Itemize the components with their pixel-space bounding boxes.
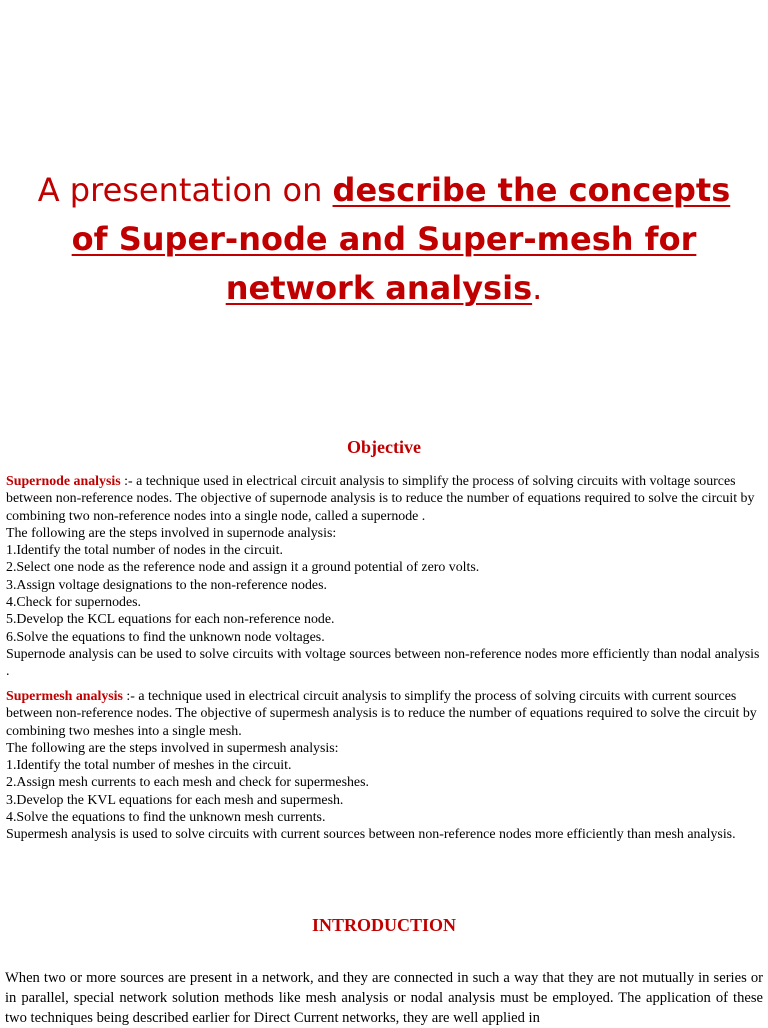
title-topic: describe the concepts of Super-node and Super-mesh for network analysis bbox=[71, 171, 731, 307]
supernode-section bbox=[6, 473, 762, 681]
supermesh-definition bbox=[6, 688, 762, 740]
supernode-term: Supernode analysis bbox=[6, 474, 121, 489]
title-prefix: A presentation on bbox=[37, 171, 333, 209]
supernode-conclusion: Supernode analysis can be used to solve circuits with voltage sources between non-reference nodes more efficiently than nodal analysis . bbox=[6, 646, 760, 680]
objective-heading: Objective bbox=[347, 437, 421, 457]
supernode-step: 4.Check for supernodes. bbox=[6, 595, 142, 611]
supermesh-step: 3.Develop the KVL equations for each mesh and supermesh. bbox=[6, 792, 344, 808]
supernode-step: 6.Solve the equations to find the unknown node voltages. bbox=[6, 629, 325, 645]
supermesh-section bbox=[6, 688, 762, 844]
supernode-steps-intro: The following are the steps involved in supernode analysis: bbox=[6, 525, 337, 541]
supermesh-step: 2.Assign mesh currents to each mesh and check for supermeshes. bbox=[6, 775, 369, 791]
presentation-title bbox=[20, 166, 748, 313]
supermesh-steps-intro: The following are the steps involved in supermesh analysis: bbox=[6, 740, 339, 756]
introduction-heading: INTRODUCTION bbox=[311, 915, 457, 935]
supernode-step: 2.Select one node as the reference node and assign it a ground potential of zero volts. bbox=[6, 560, 480, 576]
supermesh-conclusion: Supermesh analysis is used to solve circuits with current sources between non-reference nodes more efficiently than mesh analysis. bbox=[6, 827, 736, 843]
supermesh-step: 4.Solve the equations to find the unknown mesh currents. bbox=[6, 810, 326, 826]
supermesh-step: 1.Identify the total number of meshes in the circuit. bbox=[6, 758, 292, 774]
introduction-paragraph: When two or more sources are present in a network, and they are connected in such a way that they are not mutually in series or in parallel, special network solution methods like mesh analysis or nodal analysis must be employed. The application of these two techniques being described earlier for Direct Current networks, they are well applied in bbox=[5, 970, 763, 1026]
supernode-step: 1.Identify the total number of nodes in the circuit. bbox=[6, 543, 283, 559]
supernode-step: 3.Assign voltage designations to the non-reference nodes. bbox=[6, 577, 327, 593]
supermesh-definition-text: :- a technique used in electrical circuit analysis to simplify the process of solving circuits with current sources between non-reference nodes. The objective of supermesh analysis is to reduce the number of equations required to solve the circuit by combining two meshes into a single mesh. bbox=[6, 689, 757, 739]
supernode-step: 5.Develop the KCL equations for each non-reference node. bbox=[6, 612, 335, 628]
supermesh-term: Supermesh analysis bbox=[6, 689, 123, 704]
supernode-definition-text: :- a technique used in electrical circuit analysis to simplify the process of solving circuits with voltage sources between non-reference nodes. The objective of supernode analysis is to reduce the number of equations required to solve the circuit by combining two non-reference nodes into a single node, called a supernode . bbox=[6, 474, 755, 524]
supernode-definition bbox=[6, 473, 762, 525]
title-suffix: . bbox=[532, 269, 543, 307]
